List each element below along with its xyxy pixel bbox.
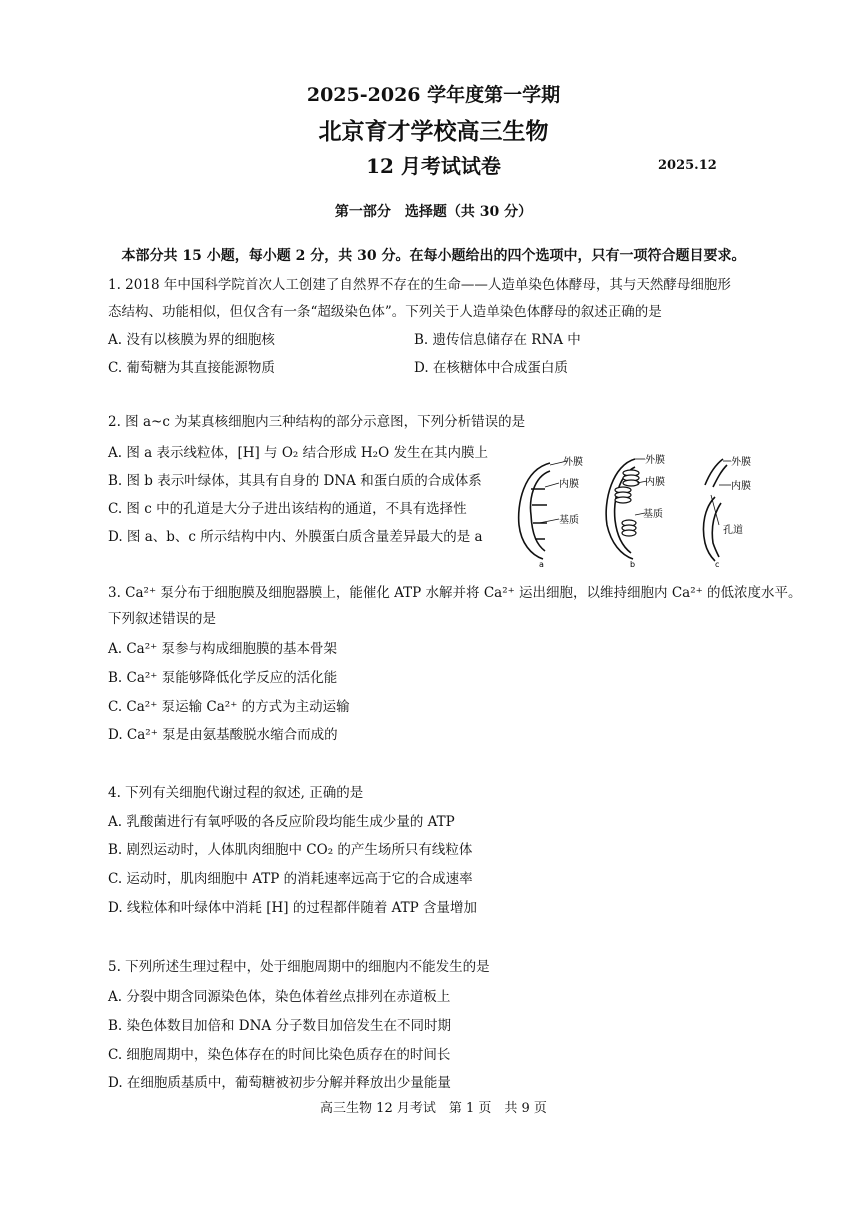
section-title: 第一部分 选择题（共 30 分） xyxy=(334,204,533,220)
q1-option-d: D. 在核糖体中合成蛋白质 xyxy=(414,360,568,376)
b-outer-label: 外膜 xyxy=(645,455,665,466)
c-outer-label: 外膜 xyxy=(731,457,751,468)
b-inner-label: 内膜 xyxy=(645,477,665,488)
c-figure-label: c xyxy=(715,560,720,569)
q1-option-b: B. 遗传信息储存在 RNA 中 xyxy=(414,332,581,348)
q3-option-c: C. Ca²⁺ 泵运输 Ca²⁺ 的方式为主动运输 xyxy=(108,699,350,715)
q4-option-a: A. 乳酸菌进行有氧呼吸的各反应阶段均能生成少量的 ATP xyxy=(108,814,455,830)
q5-stem: 5. 下列所述生理过程中，处于细胞周期中的细胞内不能发生的是 xyxy=(108,959,490,975)
a-inner-pointer xyxy=(545,483,559,487)
q2-option-b: B. 图 b 表示叶绿体，其具有自身的 DNA 和蛋白质的合成体系 xyxy=(108,473,482,489)
q5-option-d: D. 在细胞质基质中，葡萄糖被初步分解并释放出少量能量 xyxy=(108,1075,451,1091)
q2-stem: 2. 图 a~c 为某真核细胞内三种结构的部分示意图，下列分析错误的是 xyxy=(108,414,526,430)
a-matrix-label: 基质 xyxy=(559,515,579,526)
page-footer: 高三生物 12 月考试 第 1 页 共 9 页 xyxy=(320,1101,547,1116)
q1-option-c: C. 葡萄糖为其直接能源物质 xyxy=(108,360,275,376)
q4-option-d: D. 线粒体和叶绿体中消耗 [H] 的过程都伴随着 ATP 含量增加 xyxy=(108,900,477,916)
q1-option-a: A. 没有以核膜为界的细胞核 xyxy=(108,332,275,348)
q5-option-c: C. 细胞周期中，染色体存在的时间比染色质存在的时间长 xyxy=(108,1047,451,1063)
year-term-title: 2025-2026 学年度第一学期 xyxy=(306,84,561,106)
q4-option-b: B. 剧烈运动时，人体肌肉细胞中 CO₂ 的产生场所只有线粒体 xyxy=(108,842,473,858)
c-pore-label: 孔道 xyxy=(723,525,743,536)
q3-option-a: A. Ca²⁺ 泵参与构成细胞膜的基本骨架 xyxy=(108,641,338,657)
q2-option-d: D. 图 a、b、c 所示结构中内、外膜蛋白质含量差异最大的是 a xyxy=(108,529,483,545)
a-matrix-pointer xyxy=(539,519,559,523)
thylakoid-stacks xyxy=(615,470,639,536)
q4-stem: 4. 下列有关细胞代谢过程的叙述, 正确的是 xyxy=(108,785,364,801)
q2-organelle-figure xyxy=(505,445,765,570)
b-matrix-label: 基质 xyxy=(643,509,663,520)
school-subject-title: 北京育才学校高三生物 xyxy=(318,118,549,145)
b-figure-label: b xyxy=(630,560,636,569)
q4-option-c: C. 运动时，肌肉细胞中 ATP 的消耗速率远高于它的合成速率 xyxy=(108,871,473,887)
q1-stem-line2: 态结构、功能相似，但仅含有一条“超级染色体”。下列关于人造单染色体酵母的叙述正确的是 xyxy=(108,304,662,320)
figure-a-mitochondrion xyxy=(519,463,550,559)
q5-option-b: B. 染色体数目加倍和 DNA 分子数目加倍发生在不同时期 xyxy=(108,1018,451,1034)
section-instructions: 本部分共 15 小题，每小题 2 分，共 30 分。在每小题给出的四个选项中，只有一项符合题目要求。 xyxy=(121,248,746,264)
a-inner-label: 内膜 xyxy=(559,479,579,490)
q2-option-a: A. 图 a 表示线粒体，[H] 与 O₂ 结合形成 H₂O 发生在其内膜上 xyxy=(108,445,488,461)
a-outer-label: 外膜 xyxy=(563,457,583,468)
q3-stem-line1: 3. Ca²⁺ 泵分布于细胞膜及细胞器膜上，能催化 ATP 水解并将 Ca²⁺ 运出细胞，以维持细胞内 Ca²⁺ 的低浓度水平。 xyxy=(108,585,802,601)
exam-name-title: 12 月考试试卷 xyxy=(366,154,501,178)
q2-option-c: C. 图 c 中的孔道是大分子进出该结构的通道，不具有选择性 xyxy=(108,501,467,517)
q3-stem-line2: 下列叙述错误的是 xyxy=(108,611,216,627)
q1-stem-line1: 1. 2018 年中国科学院首次人工创建了自然界不存在的生命——人造单染色体酵母，其与天然酵母细胞形 xyxy=(108,277,731,293)
q5-option-a: A. 分裂中期含同源染色体，染色体着丝点排列在赤道板上 xyxy=(108,989,451,1005)
q3-option-d: D. Ca²⁺ 泵是由氨基酸脱水缩合而成的 xyxy=(108,727,338,743)
exam-date: 2025.12 xyxy=(658,158,717,173)
c-inner-label: 内膜 xyxy=(731,481,751,492)
q3-option-b: B. Ca²⁺ 泵能够降低化学反应的活化能 xyxy=(108,670,338,686)
a-figure-label: a xyxy=(539,560,544,569)
